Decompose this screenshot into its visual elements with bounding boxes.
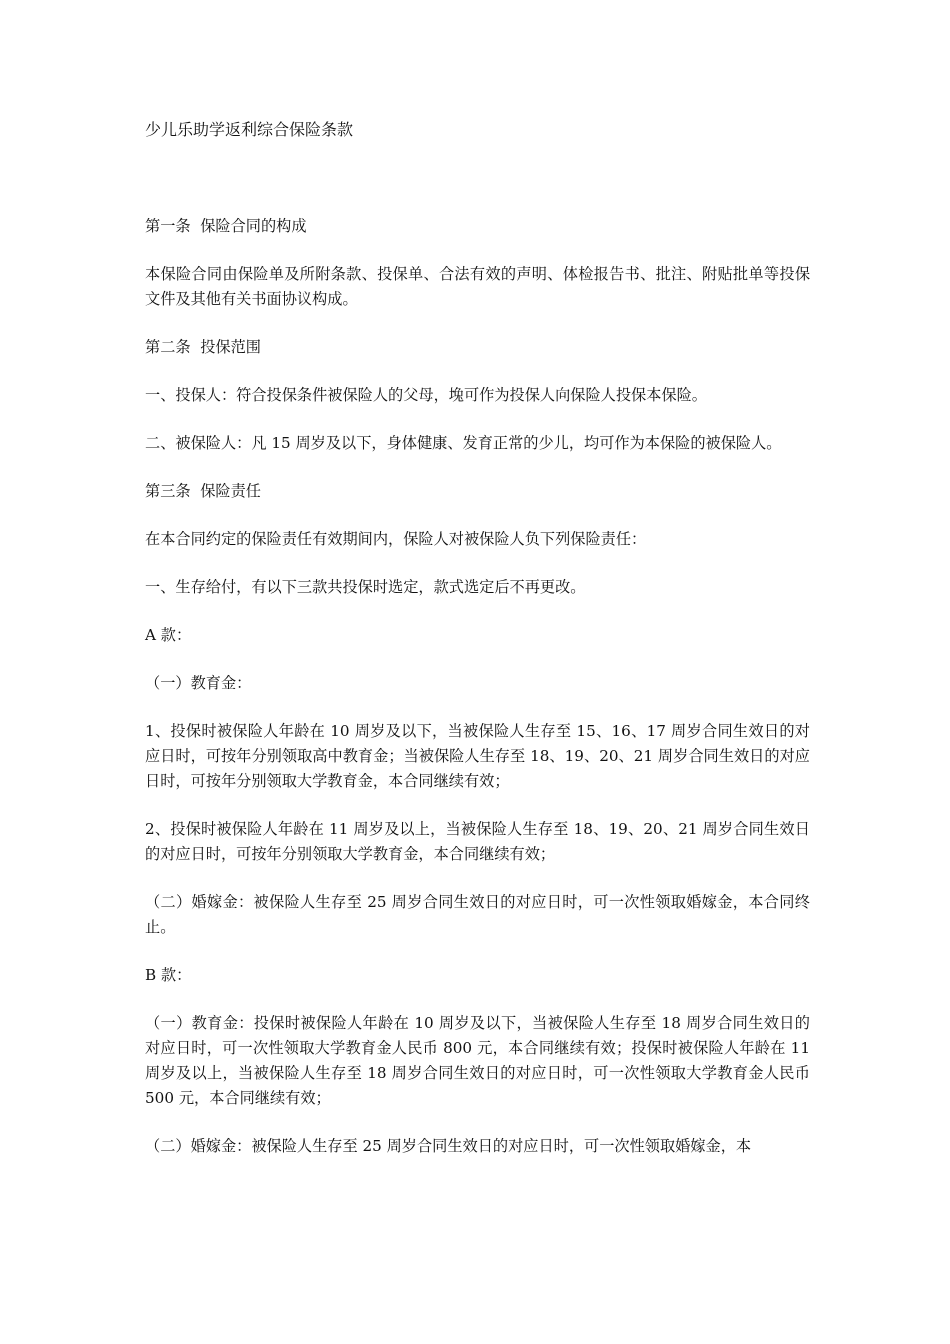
article-3-heading: 第三条 保险责任 <box>145 482 261 500</box>
plan-a-education-item-2: 2、投保时被保险人年龄在 11 周岁及以上，当被保险人生存至 18、19、20、21 周岁合同生效日的对应日时，可按年分别领取大学教育金，本合同继续有效； <box>145 820 810 863</box>
plan-a-heading: A 款： <box>145 626 192 644</box>
article-1-text: 本保险合同由保险单及所附条款、投保单、合法有效的声明、体检报告书、批注、附贴批单等投保文件及其他有关书面协议构成。 <box>145 265 810 308</box>
article-2-heading: 第二条 投保范围 <box>145 338 261 356</box>
document-title: 少儿乐助学返利综合保险条款 <box>145 120 354 139</box>
plan-b-heading: B 款： <box>145 966 192 984</box>
article-2-item-1: 一、投保人：符合投保条件被保险人的父母，堍可作为投保人向保险人投保本保险。 <box>145 386 707 404</box>
article-1-heading: 第一条 保险合同的构成 <box>145 217 307 235</box>
article-3-intro: 在本合同约定的保险责任有效期间内，保险人对被保险人负下列保险责任： <box>145 530 647 548</box>
plan-b-education: （一）教育金：投保时被保险人年龄在 10 周岁及以下，当被保险人生存至 18 周岁合同生效日的对应日时，可一次性领取大学教育金人民币 800 元，本合同继续有效；投保时被保险人年龄在 11 周岁及以上，当被保险人生存至 18 周岁合同生效日的对应日时，可一次性领取大学教育金人民币 500 元，本合同继续有效； <box>145 1014 815 1107</box>
article-2-item-2: 二、被保险人：凡 15 周岁及以下，身体健康、发育正常的少儿，均可作为本保险的被保险人。 <box>145 434 782 452</box>
document-body <box>145 214 815 1182</box>
plan-a-marriage: （二）婚嫁金：被保险人生存至 25 周岁合同生效日的对应日时，可一次性领取婚嫁金，本合同终止。 <box>145 893 810 936</box>
plan-a-education-heading: （一）教育金： <box>145 674 252 692</box>
plan-a-education-item-1: 1、投保时被保险人年龄在 10 周岁及以下，当被保险人生存至 15、16、17 周岁合同生效日的对应日时，可按年分别领取高中教育金；当被保险人生存至 18、19、20、21 周岁合同生效日的对应日时，可按年分别领取大学教育金，本合同继续有效； <box>145 722 810 790</box>
plan-b-marriage: （二）婚嫁金：被保险人生存至 25 周岁合同生效日的对应日时，可一次性领取婚嫁金，本 <box>145 1137 752 1155</box>
article-3-item-1: 一、生存给付，有以下三款共投保时选定，款式选定后不再更改。 <box>145 578 586 596</box>
